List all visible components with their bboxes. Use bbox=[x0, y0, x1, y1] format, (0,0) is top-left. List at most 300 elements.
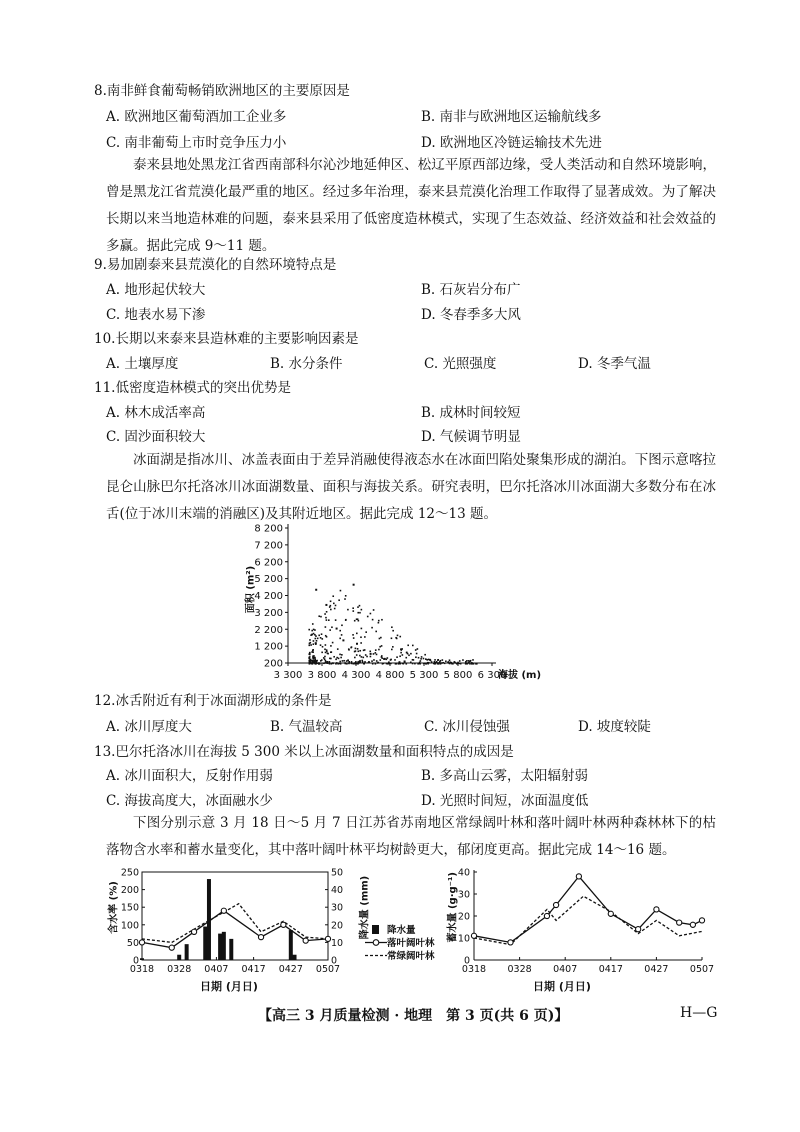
scatter-point bbox=[418, 657, 420, 659]
scatter-point bbox=[344, 662, 346, 664]
scatter-point bbox=[362, 657, 364, 659]
scatter-point bbox=[331, 626, 333, 628]
scatter-point bbox=[339, 630, 341, 632]
q8-option-b: B. 南非与欧洲地区运输航线多 bbox=[421, 109, 602, 125]
scatter-point bbox=[330, 645, 332, 647]
scatter-y-tick-label: 2 200 bbox=[254, 624, 283, 636]
deciduous-point bbox=[258, 935, 263, 940]
scatter-y-tick-label: 7 200 bbox=[254, 540, 283, 552]
storage-x-tick-label: 0328 bbox=[507, 964, 532, 975]
storage-y-tick-label: 30 bbox=[457, 889, 470, 901]
scatter-point bbox=[327, 653, 329, 655]
q10-option-b: B. 水分条件 bbox=[270, 356, 343, 372]
scatter-point bbox=[321, 633, 323, 635]
moisture-left-tick-label: 100 bbox=[120, 920, 139, 932]
scatter-point bbox=[357, 650, 359, 652]
scatter-point bbox=[365, 654, 367, 656]
scatter-point bbox=[341, 624, 343, 626]
q8-option-d: D. 欧洲地区冷链运输技术先进 bbox=[421, 135, 602, 151]
scatter-point bbox=[340, 590, 342, 592]
scatter-point bbox=[317, 638, 319, 640]
scatter-point bbox=[357, 606, 359, 608]
scatter-point bbox=[339, 661, 341, 663]
scatter-point bbox=[429, 659, 431, 661]
page-footer-title: 【高三 3 月质量检测 · 地理 第 3 页(共 6 页)】 bbox=[258, 1008, 569, 1024]
storage-x-tick-label: 0427 bbox=[644, 964, 669, 975]
scatter-point bbox=[321, 652, 323, 654]
scatter-x-tick-label: 4 800 bbox=[375, 670, 405, 681]
scatter-point bbox=[332, 595, 334, 597]
scatter-point bbox=[318, 662, 320, 664]
q12-option-a: A. 冰川厚度大 bbox=[106, 719, 192, 735]
moisture-xlabel: 日期 (月日) bbox=[200, 980, 258, 993]
scatter-point bbox=[359, 655, 361, 657]
scatter-point bbox=[378, 622, 380, 624]
scatter-point bbox=[400, 652, 402, 654]
scatter-x-tick-label: 5 800 bbox=[443, 670, 473, 681]
scatter-point bbox=[399, 663, 401, 665]
scatter-point bbox=[359, 605, 361, 607]
scatter-point bbox=[338, 658, 340, 660]
scatter-point bbox=[435, 662, 437, 664]
scatter-point bbox=[344, 598, 346, 600]
scatter-point bbox=[340, 657, 342, 659]
scatter-point bbox=[330, 609, 332, 611]
storage-deciduous-point bbox=[471, 933, 476, 938]
scatter-point bbox=[314, 660, 316, 662]
scatter-point bbox=[391, 649, 393, 651]
scatter-point bbox=[378, 620, 380, 622]
scatter-point bbox=[325, 617, 327, 619]
precip-bar bbox=[229, 939, 233, 960]
scatter-y-tick-label: 6 200 bbox=[254, 557, 283, 569]
moisture-x-tick-label: 0427 bbox=[278, 964, 303, 975]
scatter-point bbox=[352, 634, 354, 636]
scatter-point bbox=[400, 648, 402, 650]
scatter-point bbox=[332, 662, 334, 664]
scatter-point bbox=[381, 655, 383, 657]
scatter-point bbox=[355, 648, 357, 650]
precip-bar bbox=[289, 930, 293, 960]
q10-stem: 10.长期以来泰来县造林难的主要影响因素是 bbox=[94, 331, 359, 347]
scatter-point bbox=[390, 663, 392, 665]
q13-option-d: D. 光照时间短，冰面温度低 bbox=[421, 793, 589, 809]
scatter-point bbox=[324, 656, 326, 658]
scatter-point bbox=[325, 626, 327, 628]
scatter-point bbox=[353, 584, 355, 586]
storage-xlabel: 日期 (月日) bbox=[533, 980, 591, 993]
scatter-point bbox=[443, 662, 445, 664]
scatter-y-tick-label: 3 200 bbox=[254, 607, 283, 619]
scatter-point bbox=[441, 662, 443, 664]
scatter-point bbox=[466, 660, 468, 662]
storage-deciduous-point bbox=[677, 920, 682, 925]
scatter-point bbox=[386, 663, 388, 665]
scatter-point bbox=[421, 656, 423, 658]
deciduous-point bbox=[191, 929, 196, 934]
scatter-point bbox=[456, 663, 458, 665]
scatter-point bbox=[383, 658, 385, 660]
scatter-point bbox=[407, 653, 409, 655]
scatter-point bbox=[326, 649, 328, 651]
moisture-right-tick-label: 20 bbox=[331, 920, 344, 932]
scatter-point bbox=[359, 650, 361, 652]
scatter-point bbox=[449, 659, 451, 661]
scatter-point bbox=[424, 662, 426, 664]
scatter-point bbox=[352, 607, 354, 609]
scatter-point bbox=[361, 660, 363, 662]
moisture-left-tick-label: 200 bbox=[120, 885, 139, 897]
scatter-point bbox=[308, 645, 310, 647]
storage-deciduous-point bbox=[608, 911, 613, 916]
scatter-point bbox=[370, 653, 372, 655]
scatter-point bbox=[415, 656, 417, 658]
deciduous-point bbox=[169, 945, 174, 950]
storage-x-tick-label: 0417 bbox=[598, 964, 623, 975]
scatter-point bbox=[459, 660, 461, 662]
scatter-point bbox=[313, 640, 315, 642]
storage-x-tick-label: 0507 bbox=[689, 964, 715, 975]
scatter-point bbox=[407, 644, 409, 646]
scatter-point bbox=[308, 653, 310, 655]
scatter-point bbox=[379, 638, 381, 640]
scatter-point bbox=[363, 663, 365, 665]
scatter-y-tick-label: 200 bbox=[263, 658, 283, 670]
scatter-point bbox=[346, 663, 348, 665]
scatter-y-tick-label: 5 200 bbox=[254, 574, 283, 586]
deciduous-line bbox=[142, 911, 328, 948]
scatter-point bbox=[335, 619, 337, 621]
scatter-point bbox=[341, 634, 343, 636]
scatter-point bbox=[310, 642, 312, 644]
scatter-point bbox=[353, 637, 355, 639]
scatter-point bbox=[329, 661, 331, 663]
scatter-point bbox=[356, 618, 358, 620]
scatter-point bbox=[375, 631, 377, 633]
scatter-point bbox=[329, 629, 331, 631]
scatter-point bbox=[320, 616, 322, 618]
scatter-point bbox=[330, 600, 332, 602]
storage-deciduous-point bbox=[654, 907, 659, 912]
scatter-point bbox=[312, 623, 314, 625]
moisture-x-tick-label: 0318 bbox=[129, 964, 155, 975]
scatter-point bbox=[333, 656, 335, 658]
scatter-point bbox=[332, 642, 334, 644]
scatter-point bbox=[354, 657, 356, 659]
scatter-point bbox=[354, 662, 356, 664]
storage-chart bbox=[438, 860, 718, 1000]
scatter-point bbox=[387, 657, 389, 659]
scatter-point bbox=[354, 651, 356, 653]
scatter-point bbox=[425, 658, 427, 660]
scatter-point bbox=[312, 662, 314, 664]
scatter-point bbox=[361, 628, 363, 630]
q8-option-a: A. 欧洲地区葡萄酒加工企业多 bbox=[106, 109, 287, 125]
scatter-point bbox=[315, 638, 317, 640]
scatter-point bbox=[348, 663, 350, 665]
scatter-point bbox=[438, 662, 440, 664]
scatter-point bbox=[324, 649, 326, 651]
storage-deciduous-point bbox=[690, 922, 695, 927]
scatter-point bbox=[330, 658, 332, 660]
moisture-right-tick-label: 30 bbox=[331, 902, 344, 914]
moisture-ylabel-left: 含水率 (%) bbox=[108, 881, 120, 934]
precip-bar bbox=[218, 934, 222, 960]
scatter-point bbox=[404, 660, 406, 662]
scatter-point bbox=[331, 663, 333, 665]
scatter-point bbox=[343, 660, 345, 662]
scatter-point bbox=[312, 655, 314, 657]
scatter-point bbox=[376, 654, 378, 656]
q13-option-b: B. 多高山云雾，太阳辐射弱 bbox=[421, 768, 589, 784]
q9-option-d: D. 冬春季多大风 bbox=[421, 307, 521, 323]
scatter-point bbox=[346, 660, 348, 662]
scatter-point bbox=[371, 660, 373, 662]
scatter-x-tick-label: 6 300 bbox=[477, 670, 507, 681]
legend-deciduous: 落叶阔叶林 bbox=[365, 937, 435, 950]
scatter-point bbox=[468, 660, 470, 662]
scatter-point bbox=[462, 659, 464, 661]
scatter-point bbox=[361, 609, 363, 611]
scatter-point bbox=[309, 662, 311, 664]
scatter-point bbox=[370, 613, 372, 615]
storage-deciduous-point bbox=[636, 927, 641, 932]
scatter-point bbox=[339, 654, 341, 656]
scatter-point bbox=[442, 659, 444, 661]
scatter-point bbox=[460, 663, 462, 665]
scatter-point bbox=[375, 663, 377, 665]
scatter-point bbox=[410, 661, 412, 663]
scatter-point bbox=[357, 612, 359, 614]
moisture-right-tick-label: 0 bbox=[331, 955, 338, 967]
q8-stem: 8.南非鲜食葡萄畅销欧洲地区的主要原因是 bbox=[94, 83, 350, 99]
scatter-point bbox=[325, 652, 327, 654]
scatter-point bbox=[450, 661, 452, 663]
q11-option-d: D. 气候调节明显 bbox=[421, 429, 521, 445]
scatter-point bbox=[315, 635, 317, 637]
scatter-point bbox=[308, 629, 310, 631]
scatter-point bbox=[431, 661, 433, 663]
scatter-point bbox=[447, 662, 449, 664]
scatter-point bbox=[427, 662, 429, 664]
scatter-point bbox=[330, 605, 332, 607]
scatter-point bbox=[373, 659, 375, 661]
q11-option-b: B. 成林时间较短 bbox=[421, 405, 521, 421]
precip-bar bbox=[222, 932, 226, 960]
scatter-point bbox=[398, 663, 400, 665]
scatter-point bbox=[312, 657, 314, 659]
deciduous-point bbox=[281, 922, 286, 927]
scatter-point bbox=[417, 648, 419, 650]
scatter-point bbox=[391, 637, 393, 639]
precip-bar bbox=[140, 958, 144, 960]
scatter-point bbox=[364, 636, 366, 638]
q13-option-a: A. 冰川面积大，反射作用弱 bbox=[106, 768, 273, 784]
scatter-point bbox=[465, 663, 467, 665]
scatter-point bbox=[329, 663, 331, 665]
scatter-point bbox=[381, 645, 383, 647]
scatter-point bbox=[360, 642, 362, 644]
q10-option-c: C. 光照强度 bbox=[424, 356, 497, 372]
scatter-point bbox=[314, 658, 316, 660]
scatter-point bbox=[364, 661, 366, 663]
scatter-point bbox=[375, 649, 377, 651]
scatter-point bbox=[352, 663, 354, 665]
scatter-y-tick-label: 4 200 bbox=[254, 591, 283, 602]
scatter-point bbox=[335, 605, 337, 607]
passage-glacier: 冰面湖是指冰川、冰盖表面由于差异消融使得液态水在冰面凹陷处聚集形成的湖泊。下图示意喀拉昆仑山脉巴尔托洛冰川冰面湖数量、面积与海拔关系。研究表明，巴尔托洛冰川冰面湖大多数分布在冰舌(位于冰川末端的消融区)及其附近地区。据此完成 12～13 题。 bbox=[106, 452, 716, 522]
scatter-point bbox=[309, 652, 311, 654]
q12-option-d: D. 坡度较陡 bbox=[578, 719, 651, 735]
scatter-point bbox=[318, 615, 320, 617]
storage-deciduous-point bbox=[553, 902, 558, 907]
moisture-legend bbox=[365, 924, 435, 963]
scatter-point bbox=[378, 649, 380, 651]
q10-option-a: A. 土壤厚度 bbox=[106, 356, 179, 372]
q13-stem: 13.巴尔托洛冰川在海拔 5 300 米以上冰面湖数量和面积特点的成因是 bbox=[94, 744, 514, 760]
scatter-point bbox=[356, 643, 358, 645]
scatter-point bbox=[323, 662, 325, 664]
scatter-point bbox=[425, 663, 427, 665]
moisture-x-tick-label: 0417 bbox=[241, 964, 266, 975]
storage-y-tick-label: 10 bbox=[457, 933, 470, 945]
scatter-point bbox=[423, 658, 425, 660]
scatter-point bbox=[369, 651, 371, 653]
scatter-x-tick-label: 3 300 bbox=[273, 670, 303, 681]
scatter-point bbox=[325, 661, 327, 663]
scatter-point bbox=[357, 663, 359, 665]
page-footer-code: H—G bbox=[680, 1005, 718, 1021]
scatter-point bbox=[402, 663, 404, 665]
legend-deciduous-marker bbox=[365, 938, 387, 947]
q9-option-b: B. 石灰岩分布广 bbox=[421, 282, 521, 298]
scatter-point bbox=[458, 663, 460, 665]
scatter-point bbox=[322, 646, 324, 648]
moisture-x-tick-label: 0328 bbox=[167, 964, 192, 975]
scatter-point bbox=[420, 660, 422, 662]
scatter-point bbox=[313, 643, 315, 645]
legend-precip: 降水量 bbox=[365, 924, 435, 937]
q12-option-b: B. 气温较高 bbox=[270, 719, 343, 735]
scatter-point bbox=[316, 640, 318, 642]
scatter-point bbox=[311, 651, 313, 653]
scatter-point bbox=[347, 609, 349, 611]
scatter-point bbox=[368, 662, 370, 664]
scatter-point bbox=[325, 644, 327, 646]
q11-stem: 11.低密度造林模式的突出优势是 bbox=[94, 380, 291, 396]
scatter-point bbox=[469, 663, 471, 665]
scatter-point bbox=[309, 656, 311, 658]
scatter-point bbox=[328, 619, 330, 621]
scatter-point bbox=[433, 662, 435, 664]
moisture-right-tick-label: 10 bbox=[331, 937, 344, 949]
scatter-point bbox=[347, 660, 349, 662]
scatter-point bbox=[399, 661, 401, 663]
scatter-chart bbox=[230, 520, 550, 685]
scatter-point bbox=[326, 636, 328, 638]
storage-y-tick-label: 40 bbox=[457, 867, 470, 879]
scatter-y-tick-label: 1 200 bbox=[254, 641, 283, 653]
scatter-point bbox=[310, 644, 312, 646]
scatter-point bbox=[356, 654, 358, 656]
scatter-point bbox=[379, 646, 381, 648]
scatter-point bbox=[315, 643, 317, 645]
scatter-point bbox=[364, 649, 366, 651]
scatter-point bbox=[372, 619, 374, 621]
scatter-x-tick-label: 5 300 bbox=[409, 670, 439, 681]
scatter-point bbox=[351, 663, 353, 665]
scatter-point bbox=[399, 655, 401, 657]
scatter-point bbox=[454, 661, 456, 663]
scatter-point bbox=[324, 658, 326, 660]
scatter-point bbox=[357, 648, 359, 650]
scatter-point bbox=[325, 604, 327, 606]
scatter-point bbox=[312, 650, 314, 652]
scatter-point bbox=[415, 649, 417, 651]
scatter-point bbox=[410, 653, 412, 655]
scatter-point bbox=[336, 662, 338, 664]
scatter-point bbox=[316, 661, 318, 663]
moisture-ylabel-right: 降水量 (mm) bbox=[359, 875, 371, 940]
scatter-point bbox=[311, 663, 313, 665]
scatter-point bbox=[339, 638, 341, 640]
scatter-point bbox=[342, 639, 344, 641]
q13-option-c: C. 海拔高度大，冰面融水少 bbox=[106, 793, 273, 809]
scatter-point bbox=[350, 647, 352, 649]
scatter-point bbox=[366, 656, 368, 658]
scatter-point bbox=[375, 652, 377, 654]
moisture-left-tick-label: 250 bbox=[120, 867, 139, 879]
scatter-point bbox=[405, 663, 407, 665]
scatter-point bbox=[405, 657, 407, 659]
scatter-point bbox=[396, 656, 398, 658]
scatter-point bbox=[395, 637, 397, 639]
scatter-point bbox=[336, 657, 338, 659]
scatter-point bbox=[412, 663, 414, 665]
scatter-point bbox=[314, 663, 316, 665]
moisture-x-tick-label: 0507 bbox=[315, 964, 341, 975]
scatter-point bbox=[445, 660, 447, 662]
scatter-point bbox=[412, 645, 414, 647]
scatter-y-tick-label: 8 200 bbox=[254, 523, 283, 535]
scatter-point bbox=[408, 654, 410, 656]
scatter-point bbox=[354, 620, 356, 622]
scatter-point bbox=[413, 659, 415, 661]
storage-deciduous-point bbox=[508, 940, 513, 945]
scatter-point bbox=[330, 651, 332, 653]
scatter-point bbox=[360, 636, 362, 638]
scatter-point bbox=[359, 612, 361, 614]
scatter-point bbox=[371, 627, 373, 629]
storage-deciduous-point bbox=[699, 918, 704, 923]
deciduous-point bbox=[303, 938, 308, 943]
scatter-point bbox=[373, 609, 375, 611]
scatter-point bbox=[345, 619, 347, 621]
legend-evergreen-marker bbox=[365, 951, 387, 960]
scatter-point bbox=[352, 610, 354, 612]
storage-deciduous-line bbox=[474, 876, 702, 942]
scatter-point bbox=[472, 659, 474, 661]
scatter-point bbox=[309, 660, 311, 662]
storage-deciduous-point bbox=[576, 874, 581, 879]
storage-evergreen-line bbox=[474, 896, 702, 944]
scatter-point bbox=[416, 653, 418, 655]
scatter-point bbox=[342, 660, 344, 662]
scatter-point bbox=[437, 659, 439, 661]
scatter-point bbox=[357, 661, 359, 663]
storage-deciduous-point bbox=[544, 913, 549, 918]
scatter-point bbox=[376, 660, 378, 662]
